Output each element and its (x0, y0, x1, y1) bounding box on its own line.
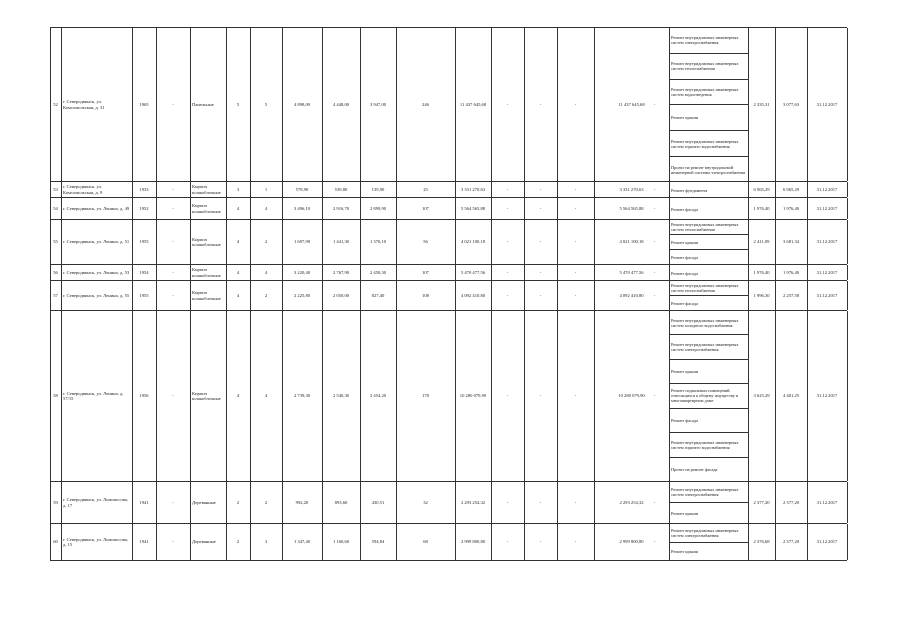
cell-address: г. Северодвинск, ул. Ленина, д. 49 (63, 205, 130, 211)
cell-dash1: - (172, 186, 174, 192)
cell-material: Кирпич шлакоблочные (192, 390, 221, 401)
cell-cost: 10 280 079,90 (459, 393, 487, 399)
table-row (50, 482, 847, 524)
work-item: Проект на ремонт внутридомовой инженерной системы электроснабжения (671, 165, 745, 176)
grid-line (847, 311, 848, 481)
cell-year: 1955 (139, 292, 149, 298)
cell-material: Кирпич шлакоблочные (192, 184, 221, 195)
cell-limit-cost: 2 377,20 (782, 539, 800, 545)
cell-floors: 4 (236, 205, 240, 211)
cell-dash1: - (172, 269, 174, 275)
cell-material: Панельные (192, 101, 214, 107)
cell-area-total: 992,20 (295, 499, 309, 505)
cell-mun: - (574, 499, 577, 505)
grid-line (847, 524, 848, 560)
cell-num: 60 (53, 539, 58, 545)
cell-reg: - (539, 539, 542, 545)
works-list (669, 524, 748, 560)
cell-fed: - (506, 393, 509, 399)
cell-dash1: - (172, 292, 174, 298)
cell-mun: - (574, 186, 577, 192)
cell-owners: 11 437 645,68 (618, 101, 645, 107)
cell-area-res: 1 160,60 (332, 539, 350, 545)
cell-dash1: - (172, 393, 174, 399)
cell-other: - (653, 101, 656, 107)
cell-area-live: 594,84 (371, 539, 385, 545)
cell-floors: 3 (236, 186, 240, 192)
cell-area-res: 893,60 (334, 499, 348, 505)
cell-area-total: 2 739,30 (293, 393, 311, 399)
cell-mun: - (574, 292, 577, 298)
grid-line (847, 220, 848, 264)
works-list (669, 182, 748, 197)
cell-reg: - (539, 101, 542, 107)
cell-deadline: 31.12.2017 (816, 269, 838, 275)
work-item: Ремонт фасада (671, 301, 699, 306)
cell-deadline: 31.12.2017 (816, 539, 838, 545)
cell-other: - (653, 205, 656, 211)
cell-entrances: 4 (264, 205, 268, 211)
cell-fed: - (506, 269, 509, 275)
cell-mun: - (574, 393, 577, 399)
work-item: Ремонт внутридомовых инженерных систем электроснабжения (669, 335, 748, 359)
cell-unit-cost: 2 411,09 (753, 239, 770, 245)
cell-entrances: 2 (264, 239, 268, 245)
cell-num: 59 (53, 499, 58, 505)
cell-address: г. Северодвинск, ул. Комсомольская, д. 31 (63, 99, 105, 110)
cell-unit-cost: 2 377,20 (753, 499, 770, 505)
table-row (50, 198, 847, 220)
work-item: Ремонт фасада (669, 409, 748, 433)
work-item: Ремонт внутридомовых инженерных систем горячего водоснабжения (669, 131, 748, 157)
cell-residents: 56 (423, 239, 428, 245)
work-item: Ремонт крыши (669, 360, 748, 384)
work-item: Ремонт крыши (669, 235, 748, 250)
cell-material: Кирпич шлакоблочные (192, 236, 221, 247)
cell-num: 54 (53, 205, 58, 211)
cell-limit-cost: 3 681,34 (782, 239, 800, 245)
cell-reg: - (539, 499, 542, 505)
cell-area-live: 1 370,10 (369, 239, 387, 245)
cell-entrances: 4 (264, 269, 268, 275)
cell-residents: 32 (423, 499, 428, 505)
cell-fed: - (506, 539, 509, 545)
cell-area-res: 2 050,00 (332, 292, 350, 298)
cell-owners: 2 293 254,32 (619, 499, 644, 505)
cell-year: 1965 (139, 101, 149, 107)
works-list (669, 311, 748, 481)
cell-area-res: 539,80 (334, 186, 348, 192)
cell-fed: - (506, 186, 509, 192)
cell-cost: 5 470 477,56 (460, 269, 486, 275)
cell-material: Кирпич шлакоблочные (192, 290, 221, 301)
work-item: Ремонт внутридомовых инженерных систем теплоснабжения (669, 220, 748, 235)
cell-residents: 107 (422, 205, 429, 211)
cell-limit-cost: 3 077,63 (782, 101, 800, 107)
cell-residents: 68 (423, 539, 428, 545)
cell-floors: 2 (236, 499, 240, 505)
cell-limit-cost: 1 976,40 (782, 269, 800, 275)
cell-owners: 10 280 079,90 (618, 393, 645, 399)
cell-area-live: 3 947,00 (369, 101, 387, 107)
cell-unit-cost: 1 976,40 (753, 269, 770, 275)
cell-fed: - (506, 239, 509, 245)
cell-floors: 2 (236, 539, 240, 545)
cell-owners: 2 999 800,80 (619, 539, 644, 545)
cell-owners: 4 021 100,18 (619, 239, 644, 245)
work-item: Проект на ремонт фасада (671, 467, 718, 473)
cell-cost: 2 999 800,80 (460, 539, 486, 545)
cell-area-res: 4 448,00 (332, 101, 350, 107)
cell-reg: - (539, 186, 542, 192)
cell-year: 1956 (139, 393, 149, 399)
cell-deadline: 31.12.2017 (816, 101, 838, 107)
cell-reg: - (539, 292, 542, 298)
cell-area-live: 2 454,20 (369, 393, 387, 399)
works-list (669, 281, 748, 310)
cell-num: 55 (53, 239, 58, 245)
cell-address: г. Северодвинск, ул. Комсомольская, д. 9 (63, 184, 103, 195)
table-row (50, 220, 847, 265)
cell-floors: 4 (236, 292, 240, 298)
cell-area-live: 139,90 (371, 186, 385, 192)
cell-floors: 4 (236, 393, 240, 399)
cell-area-live: 430,51 (371, 499, 385, 505)
cell-address: г. Северодвинск, ул. Ленина, д. 53 (63, 269, 130, 275)
cell-area-res: 2 767,90 (332, 269, 350, 275)
table-row (50, 182, 847, 198)
grid-line (847, 182, 848, 197)
cell-reg: - (539, 393, 542, 399)
cell-other: - (653, 239, 656, 245)
cell-residents: 107 (422, 269, 429, 275)
cell-other: - (653, 292, 656, 298)
cell-cost: 3 331 270,63 (460, 186, 486, 192)
cell-mun: - (574, 101, 577, 107)
work-item: Ремонт внутридомовых инженерных систем водоотведения (669, 80, 748, 106)
cell-floors: 4 (236, 269, 240, 275)
work-item: Ремонт фундамента (671, 187, 708, 193)
cell-owners: 5 470 477,56 (619, 269, 644, 275)
cell-deadline: 31.12.2017 (816, 393, 838, 399)
work-item: Ремонт фасада (671, 270, 699, 276)
cell-dash1: - (172, 101, 174, 107)
cell-deadline: 31.12.2017 (816, 186, 838, 192)
grid-line (847, 281, 848, 310)
cell-area-total: 2 225,80 (293, 292, 311, 298)
works-list (669, 220, 748, 264)
cell-deadline: 31.12.2017 (816, 239, 838, 245)
work-item: Ремонт внутридомовых инженерных систем горячего водоснабжения (669, 433, 748, 457)
work-item: Ремонт фасада (671, 255, 699, 260)
cell-other: - (653, 186, 656, 192)
cell-mun: - (574, 205, 577, 211)
cell-year: 1933 (139, 186, 149, 192)
works-list (669, 28, 748, 181)
cell-entrances: 2 (264, 499, 268, 505)
cell-dash1: - (172, 239, 174, 245)
cell-area-live: 827,40 (371, 292, 385, 298)
cell-area-res: 2 540,30 (332, 393, 350, 399)
work-item: Ремонт внутридомовых инженерных систем холодного водоснабжения (669, 311, 748, 335)
cell-owners: 4 092 410,80 (619, 292, 644, 298)
cell-dash1: - (172, 539, 174, 545)
cell-material: Кирпич шлакоблочные (192, 203, 221, 214)
cell-other: - (653, 499, 656, 505)
cell-owners: 3 331 270,63 (619, 186, 644, 192)
cell-year: 1941 (139, 499, 149, 505)
table-row (50, 265, 847, 281)
cell-area-total: 4 898,00 (293, 101, 311, 107)
cell-area-total: 578,90 (295, 186, 309, 192)
cell-year: 1952 (139, 205, 149, 211)
work-item: Ремонт крыши (671, 549, 699, 555)
cell-cost: 2 293 254,32 (460, 499, 486, 505)
cell-area-total: 1 347,40 (293, 539, 311, 545)
table-row (50, 281, 847, 311)
cell-fed: - (506, 205, 509, 211)
grid-line (847, 265, 848, 280)
cell-other: - (653, 269, 656, 275)
cell-cost: 5 564 565,88 (460, 205, 486, 211)
cell-cost: 4 021 100,18 (460, 239, 486, 245)
cell-year: 1954 (139, 269, 149, 275)
cell-entrances: 4 (264, 393, 268, 399)
cell-unit-cost: 6 965,29 (753, 186, 770, 192)
cell-fed: - (506, 499, 509, 505)
grid-line (847, 482, 848, 523)
cell-unit-cost: 1 976,40 (753, 205, 770, 211)
work-item: Ремонт крыши (669, 106, 748, 132)
cell-deadline: 31.12.2017 (816, 292, 838, 298)
table-row (50, 27, 847, 182)
cell-limit-cost: 4 401,25 (782, 393, 800, 399)
cell-entrances: 1 (264, 186, 268, 192)
cell-fed: - (506, 292, 509, 298)
cell-area-total: 1 697,90 (293, 239, 311, 245)
cell-residents: 25 (423, 186, 428, 192)
cell-year: 1941 (139, 539, 149, 545)
cell-limit-cost: 2 257,58 (782, 292, 800, 298)
cell-area-total: 3 220,40 (293, 269, 311, 275)
cell-unit-cost: 2 335,31 (753, 101, 770, 107)
works-list (669, 482, 748, 523)
cell-num: 52 (53, 101, 58, 107)
cell-deadline: 31.12.2017 (816, 499, 838, 505)
cell-unit-cost: 1 996,30 (753, 292, 770, 298)
cell-limit-cost: 2 377,20 (782, 499, 800, 505)
cell-num: 56 (53, 269, 58, 275)
cell-other: - (653, 539, 656, 545)
cell-deadline: 31.12.2017 (816, 205, 838, 211)
cell-unit-cost: 3 625,29 (753, 393, 770, 399)
work-item: Ремонт внутридомовых инженерных систем теплоснабжения (669, 281, 748, 296)
cell-limit-cost: 6 965,29 (782, 186, 800, 192)
cell-entrances: 2 (264, 292, 268, 298)
cell-limit-cost: 1 976,40 (782, 205, 800, 211)
cell-entrances: 5 (264, 101, 268, 107)
cell-dash1: - (172, 205, 174, 211)
cell-dash1: - (172, 499, 174, 505)
cell-floors: 5 (236, 101, 240, 107)
work-item: Ремонт внутридомовых инженерных систем электроснабжения (669, 482, 748, 503)
cell-year: 1955 (139, 239, 149, 245)
cell-address: г. Северодвинск, ул. Ленина, д. 57/15 (63, 390, 124, 401)
cell-num: 53 (53, 186, 58, 192)
cell-num: 58 (53, 393, 58, 399)
table-row (50, 311, 847, 482)
cell-area-total: 3 496,10 (293, 205, 311, 211)
cell-mun: - (574, 239, 577, 245)
cell-area-res: 2 916,70 (332, 205, 350, 211)
cell-residents: 108 (422, 292, 429, 298)
work-item: Ремонт фасада (671, 206, 699, 212)
table-row (50, 524, 847, 561)
cell-cost: 11 437 645,68 (459, 101, 487, 107)
capital-repair-table (50, 27, 847, 600)
cell-reg: - (539, 205, 542, 211)
cell-other: - (653, 393, 656, 399)
cell-area-res: 1 441,30 (332, 239, 350, 245)
works-list (669, 265, 748, 280)
cell-residents: 178 (422, 393, 429, 399)
cell-material: Деревянные (192, 539, 216, 545)
cell-area-live: 2 899,90 (369, 205, 387, 211)
work-item: Ремонт внутридомовых инженерных систем электроснабжения (669, 28, 748, 54)
work-item: Ремонт внутридомовых инженерных систем теплоснабжения (669, 54, 748, 80)
cell-floors: 4 (236, 239, 240, 245)
cell-cost: 4 092 410,80 (460, 292, 486, 298)
cell-owners: 5 564 565,88 (619, 205, 644, 211)
cell-residents: 246 (422, 101, 429, 107)
cell-address: г. Северодвинск, ул. Ленина, д. 55 (63, 292, 130, 298)
work-item: Ремонт подвальных помещений, относящихся к общему имуществу в многоквартирном доме (669, 384, 748, 408)
cell-reg: - (539, 239, 542, 245)
works-list (669, 198, 748, 219)
cell-area-live: 2 450,30 (369, 269, 387, 275)
cell-reg: - (539, 269, 542, 275)
cell-mun: - (574, 269, 577, 275)
grid-line (847, 28, 848, 181)
cell-material: Кирпич шлакоблочные (192, 267, 221, 278)
grid-line (847, 198, 848, 219)
cell-address: г. Северодвинск, ул. Ломоносова, д. 15 (63, 536, 129, 547)
cell-unit-cost: 2 376,68 (753, 539, 770, 545)
cell-address: г. Северодвинск, ул. Ломоносова, д. 17 (63, 497, 129, 508)
cell-num: 57 (53, 292, 58, 298)
cell-mun: - (574, 539, 577, 545)
cell-address: г. Северодвинск, ул. Ленина, д. 51 (63, 239, 130, 245)
work-item: Ремонт крыши (671, 511, 699, 516)
cell-entrances: 3 (264, 539, 268, 545)
cell-material: Деревянные (192, 499, 216, 505)
work-item: Ремонт внутридомовых инженерных систем электроснабжения (669, 524, 748, 543)
cell-fed: - (506, 101, 509, 107)
